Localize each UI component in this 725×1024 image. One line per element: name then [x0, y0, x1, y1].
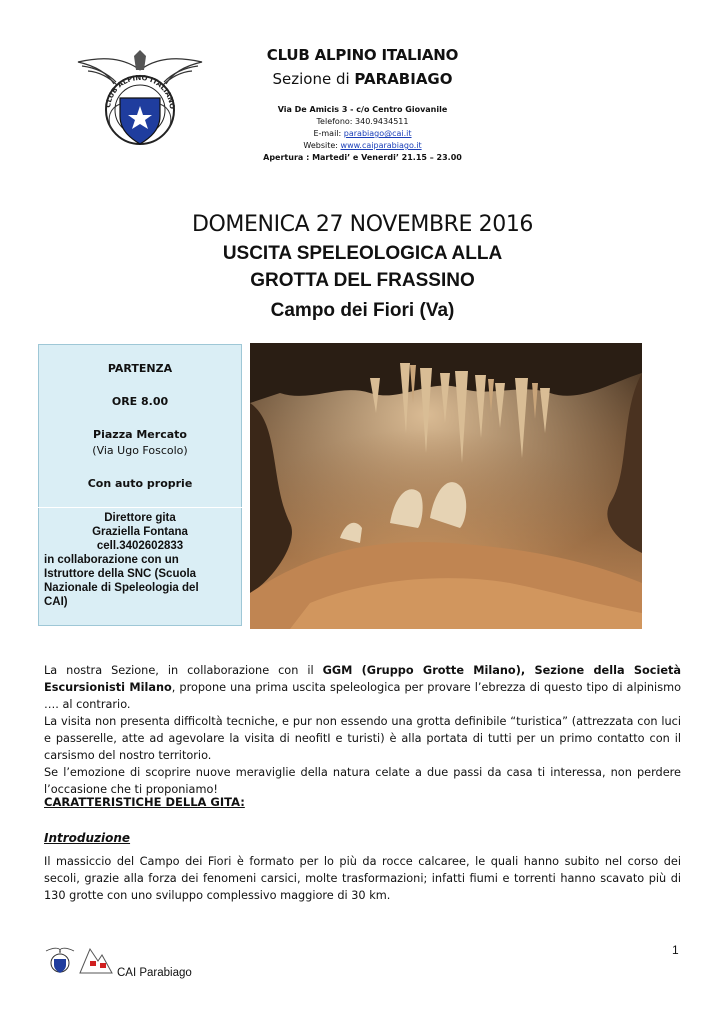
introduction-paragraph: Il massiccio del Campo dei Fiori è formato per lo più da rocce calcaree, le quali hanno subito nel corso dei secoli, grazie alla forza dei fenomeni carsici, molte trasformazioni; infatti fiumi e torrenti hanno scavato più di 130 grotte con uno sviluppo complessivo maggiore di 30 km. [44, 855, 681, 902]
footer-mountain-logo [80, 949, 112, 973]
email-link[interactable]: parabiago@cai.it [343, 129, 412, 138]
collab-line-4: CAI) [44, 596, 68, 608]
event-date: DOMENICA 27 NOVEMBRE 2016 [191, 212, 534, 237]
p1-text-c: , propone una prima uscita speleologica per provare l’ebrezza di questo tipo di alpinismo …. al contrario. [44, 681, 681, 711]
director-phone: cell.3402602833 [96, 540, 184, 552]
intro-paragraph [44, 662, 681, 798]
director-name: Graziella Fontana [92, 526, 188, 538]
telephone: Telefono: 340.9434511 [316, 117, 409, 126]
p1-text-e: Se l’emozione di scoprire nuove meraviglie della natura celate a due passi da casa ti interessa, non perdere l’occasione che ti proponiamo! [44, 766, 681, 796]
p1-text-d: La visita non presenta difficoltà tecniche, e pur non essendo una grotta definibile “turistica” (attrezzata con luci e passerelle, atte ad agevolare la visita di neofitI e turisti) è alla portata di tutti per un primo contatto con il carsismo del nostro territorio. [44, 715, 681, 762]
address: Via De Amicis 3 - c/o Centro Giovanile [277, 105, 448, 114]
footer-cai-logo [46, 948, 74, 973]
page-number: 1 [672, 943, 679, 957]
director-label: Direttore gita [104, 512, 176, 524]
footer-logos [44, 943, 116, 979]
email-label: E-mail: [313, 129, 344, 138]
website-link[interactable]: www.caiparabiago.it [340, 141, 422, 150]
sezione-name: PARABIAGO [354, 70, 453, 88]
footer-label: CAI Parabiago [117, 967, 192, 979]
website-line [240, 140, 485, 152]
subsection-heading: Introduzione [44, 831, 131, 845]
p1-text-a: La nostra Sezione, in collaborazione con il [44, 664, 323, 677]
website-label: Website: [303, 141, 341, 150]
cai-logo [74, 48, 206, 156]
departure-label: PARTENZA [107, 362, 173, 375]
club-name: CLUB ALPINO ITALIANO [266, 46, 459, 64]
meeting-street: (Via Ugo Foscolo) [92, 444, 188, 457]
departure-time: ORE 8.00 [111, 395, 169, 408]
email-line [240, 128, 485, 140]
trip-director [44, 511, 236, 609]
collab-line-3: Nazionale di Speleologia del [44, 582, 199, 594]
opening-hours: Apertura : Martedi’ e Venerdi’ 21.15 – 23.00 [263, 153, 462, 162]
p1-bold: GGM (Gruppo Grotte Milano), Sezione della Società Escursionisti Milano [44, 664, 682, 694]
title-line-2: GROTTA DEL FRASSINO [250, 270, 475, 291]
logo-ring-text: CLUB ALPINO ITALIANO [104, 73, 177, 110]
meeting-place: Piazza Mercato [93, 428, 187, 441]
section-heading: CARATTERISTICHE DELLA GITA: [44, 795, 245, 809]
cave-photo [250, 343, 642, 629]
title-line-1: USCITA SPELEOLOGICA ALLA [222, 243, 503, 264]
transport-note: Con auto proprie [87, 477, 193, 490]
sezione-line [240, 70, 485, 88]
sezione-prefix: Sezione di [272, 70, 355, 88]
info-divider [38, 507, 242, 508]
collab-line-1: in collaborazione con un [44, 554, 179, 566]
title-line-3: Campo dei Fiori (Va) [270, 300, 455, 321]
collab-line-2: Istruttore della SNC (Scuola [44, 568, 197, 580]
